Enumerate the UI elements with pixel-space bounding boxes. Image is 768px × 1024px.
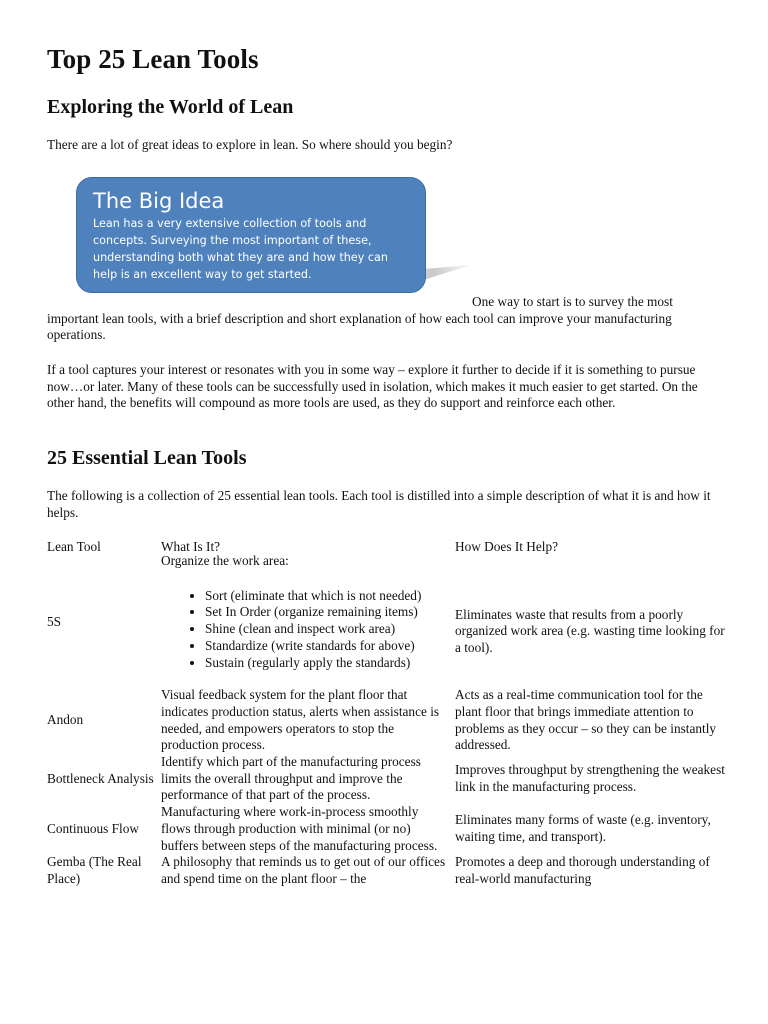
tool-description-intro: Organize the work area: bbox=[161, 553, 289, 568]
tool-name: Bottleneck Analysis bbox=[47, 770, 154, 786]
callout-box bbox=[76, 177, 426, 293]
list-item: • Sustain (regularly apply the standards) bbox=[205, 655, 449, 672]
section-heading-essential: 25 Essential Lean Tools bbox=[47, 447, 247, 469]
list-item: • Sort (eliminate that which is not needed) bbox=[205, 588, 449, 605]
list-item: • Shine (clean and inspect work area) bbox=[205, 621, 449, 638]
interest-paragraph: If a tool captures your interest or resonates with you in some way – explore it further to decide if it is something to pursue now…or later. Many of these tools can be successfully used in isolation, which makes it much easier to get started. On the other hand, the benefits will compound as more tools are used, as they do support and reinforce each other. bbox=[47, 362, 698, 411]
table-row bbox=[44, 558, 734, 687]
tool-name: Andon bbox=[47, 712, 84, 728]
survey-paragraph-rest: important lean tools, with a brief description and short explanation of how each tool can improve your manufacturing operations. bbox=[47, 310, 672, 343]
big-idea-callout bbox=[76, 177, 426, 293]
table-row bbox=[44, 754, 734, 804]
tool-benefit: Acts as a real-time communication tool for the plant floor that brings immediate attention to problems as they occur – so they can be instantly addressed. bbox=[455, 687, 717, 753]
header-what-is-it: What Is It? bbox=[161, 539, 221, 555]
callout-title: The Big Idea bbox=[93, 189, 225, 213]
page-title: Top 25 Lean Tools bbox=[47, 44, 259, 74]
intro-paragraph: There are a lot of great ideas to explore in lean. So where should you begin? bbox=[47, 137, 453, 152]
tool-description: Visual feedback system for the plant floor that indicates production status, alerts when assistance is needed, and empowers operators to stop the production process. bbox=[161, 687, 440, 753]
table-row bbox=[44, 687, 734, 754]
survey-paragraph bbox=[47, 294, 727, 344]
header-how-does-it-help: How Does It Help? bbox=[455, 539, 559, 555]
tool-benefit: Promotes a deep and thorough understanding of real-world manufacturing bbox=[455, 854, 710, 886]
section-heading-exploring: Exploring the World of Lean bbox=[47, 96, 294, 118]
five-s-list bbox=[161, 588, 449, 672]
tool-description bbox=[158, 553, 452, 687]
tool-benefit: Eliminates many forms of waste (e.g. inventory, waiting time, and transport). bbox=[455, 812, 711, 845]
lean-tools-table bbox=[44, 537, 734, 888]
list-item: • Standardize (write standards for above) bbox=[205, 638, 449, 655]
callout-body: Lean has a very extensive collection of tools and concepts. Surveying the most important of these, understanding both what they are and how they can help is an excellent way to get started. bbox=[93, 217, 388, 281]
tool-benefit: Improves throughput by strengthening the weakest link in the manufacturing process. bbox=[455, 762, 725, 795]
collection-paragraph: The following is a collection of 25 essential lean tools. Each tool is distilled into a simple description of what it is and how it helps. bbox=[47, 488, 711, 520]
tool-description: Identify which part of the manufacturing process limits the overall throughput and improve the performance of that part of the process. bbox=[161, 754, 421, 803]
tool-description: Manufacturing where work-in-process smoothly flows through production with minimal (or no) buffers between steps of the manufacturing process. bbox=[161, 804, 438, 853]
tool-name: Gemba (The Real Place) bbox=[47, 854, 142, 886]
tool-name: Continuous Flow bbox=[47, 820, 139, 836]
list-item: • Set In Order (organize remaining items) bbox=[205, 604, 449, 621]
header-lean-tool: Lean Tool bbox=[47, 539, 101, 555]
tool-benefit: Eliminates waste that results from a poorly organized work area (e.g. wasting time looking for a tool). bbox=[455, 606, 725, 655]
table-row bbox=[44, 804, 734, 854]
tool-name: 5S bbox=[47, 614, 62, 630]
tool-description: A philosophy that reminds us to get out of our offices and spend time on the plant floor – the bbox=[161, 854, 446, 886]
survey-paragraph-first-line: One way to start is to survey the most bbox=[472, 294, 673, 309]
table-row bbox=[44, 854, 734, 887]
